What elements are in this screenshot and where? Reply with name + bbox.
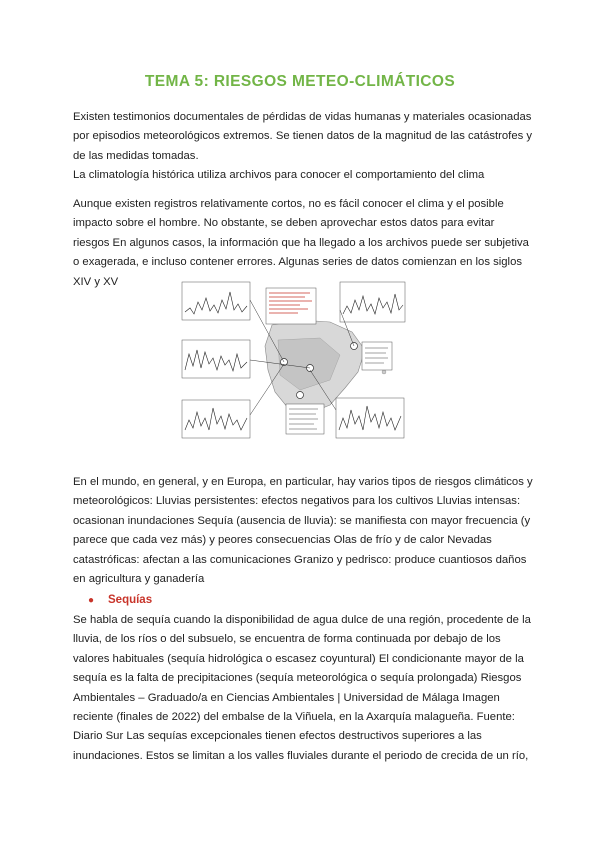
page-title: TEMA 5: RIESGOS METEO-CLIMÁTICOS xyxy=(144,73,456,90)
drought-paragraph: Se habla de sequía cuando la disponibilidad de agua dulce de una región, procedente de la lluvia, de los ríos o del subsuelo, se encuentra de forma continuada por debajo de los valores habituales (sequía hidrológica o escasez coyuntural) El condicionante mayor de la sequía es la falta de precipitaciones (sequía meteorológica o sequía prolongada) Riesgos Ambientales – Graduado/a en Ciencias Ambientales | Universidad de Málaga Imagen reciente (finales de 2022) del embalse de la Viñuela, en la Axarquía malagueña. Fuente: Diario Sur Las sequías excepcionales tienen efectos destructivos superiores a las inundaciones. Estos se limitan a los valles fluviales durante el periodo de crecida de un río, xyxy=(73,614,531,762)
bullet-heading-sequias xyxy=(88,594,152,606)
bullet-dot-icon: ● xyxy=(88,595,95,606)
intro-text: Existen testimonios documentales de pérdidas de vidas humanas y materiales ocasionadas por episodios meteorológicos extremos. Se tienen datos de la magnitud de las catástrofes y de las medidas tomadas. xyxy=(73,111,533,162)
location-marker xyxy=(297,392,304,399)
legend-box-right xyxy=(362,342,392,370)
iberian-map-with-series-charts xyxy=(180,280,407,442)
bullet-heading-text: Sequías xyxy=(108,594,153,606)
records-paragraph: Aunque existen registros relativamente cortos, no es fácil conocer el clima y el posible impacto sobre el hombre. No obstante, se deben aprovechar estos datos para evitar riesgos En algunos casos, la información que ha llegado a los archivos puede ser subjetiva o exagerada, e incluso contener errores. Algunas series de datos comienzan en los siglos XIV y XV xyxy=(73,198,529,288)
climate-series-figure xyxy=(180,280,407,442)
risks-paragraph: En el mundo, en general, y en Europa, en particular, hay varios tipos de riesgos climáticos y meteorológicos: Lluvias persistentes: efectos negativos para los cultivos Lluvias intensas: ocasionan inundaciones Sequía (ausencia de lluvia): se manifiesta con mayor frecuencia (y parece que cada vez más) y peores consecuencias Olas de frío y de calor Nevadas catastróficas: afectan a las comunicaciones Granizo y pedrisco: produce cuantiosos daños en agricultura y ganadería xyxy=(73,476,533,586)
intro-paragraph xyxy=(73,108,533,186)
intro-text-2: La climatología histórica utiliza archivos para conocer el comportamiento del clima xyxy=(73,169,485,182)
annotation-box xyxy=(266,288,316,324)
